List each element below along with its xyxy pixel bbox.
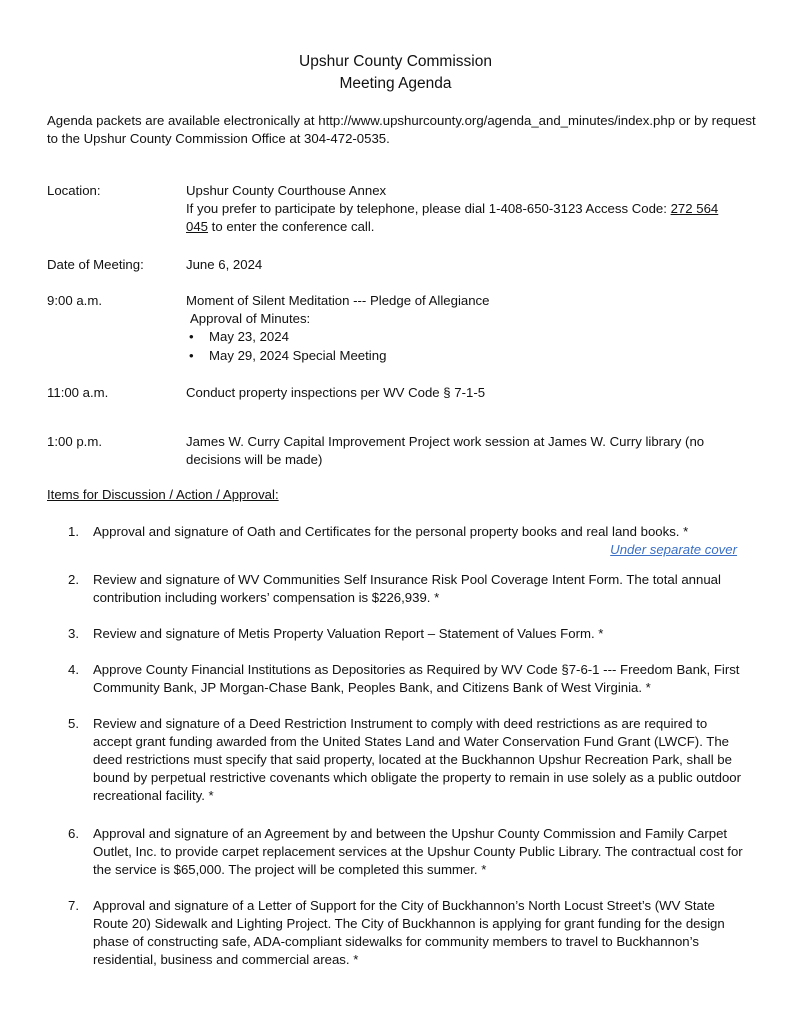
schedule-time-2: 11:00 a.m. xyxy=(47,385,109,400)
item-number: 5. xyxy=(68,716,79,731)
phone-instructions xyxy=(186,200,746,218)
item-text: Review and signature of WV Communities Self Insurance Risk Pool Coverage Intent Form. The total annual contribution including workers’ compensation is $226,939. * xyxy=(93,572,721,605)
schedule-entry-3: James W. Curry Capital Improvement Project work session at James W. Curry library (no decisions will be made) xyxy=(186,434,705,467)
item-number: 4. xyxy=(68,662,79,677)
access-code-part2: 045 xyxy=(186,219,209,234)
date-label: Date of Meeting: xyxy=(47,257,144,272)
schedule-entry-2: Conduct property inspections per WV Code § 7-1-5 xyxy=(186,385,486,400)
item-number: 6. xyxy=(68,826,79,841)
item-text: Approval and signature of an Agreement by and between the Upshur County Commission and Family Carpet Outlet, Inc. to provide carpet replacement services at the Upshur County Public Library. The contractual cost for the service is $65,000. The project will be completed this summer. * xyxy=(93,826,743,877)
document-title: Upshur County Commission xyxy=(299,53,492,70)
list-item: • May 23, 2024 xyxy=(186,327,386,346)
item-text: Approve County Financial Institutions as Depositories as Required by WV Code §7-6-1 --- Freedom Bank, First Community Bank, JP Morgan-Chase Bank, Peoples Bank, and Citizens Bank of West Virginia. * xyxy=(93,662,740,695)
list-item xyxy=(68,897,744,969)
schedule-time-3: 1:00 p.m. xyxy=(47,434,102,449)
phone-instructions-cont xyxy=(186,218,746,236)
intro-paragraph: Agenda packets are available electronically at http://www.upshurcounty.org/agenda_and_minutes/index.php or by request to the Upshur County Commission Office at 304-472-0535. xyxy=(47,113,756,146)
minutes-list xyxy=(186,327,386,365)
item-text: Approval and signature of Oath and Certificates for the personal property books and real land books. * xyxy=(93,524,689,539)
item-text: Review and signature of Metis Property Valuation Report – Statement of Values Form. * xyxy=(93,626,604,641)
item-text: Review and signature of a Deed Restriction Instrument to comply with deed restrictions as are required to accept grant funding awarded from the United States Land and Water Conservation Fund Grant (LWCF). The deed restrictions must specify that said property, located at the Buckhannon Upshur Recreation Park, shall be bound by perpetual restrictive covenants which obligate the property to remain in use solely as a public outdoor recreational facility. * xyxy=(93,716,742,803)
under-separate-cover-link[interactable]: Under separate cover xyxy=(610,542,737,557)
phone-instructions-text: If you prefer to participate by telephone, please dial 1-408-650-3123 Access Code: xyxy=(186,201,671,216)
list-item: • May 29, 2024 Special Meeting xyxy=(186,346,386,365)
item-number: 7. xyxy=(68,898,79,913)
list-item xyxy=(68,661,744,697)
list-item xyxy=(68,571,744,607)
approval-of-minutes: Approval of Minutes: xyxy=(190,311,311,326)
item-text: Approval and signature of a Letter of Support for the City of Buckhannon’s North Locust Street’s (WV State Route 20) Sidewalk and Lighting Project. The City of Buckhannon is applying for grant funding for the design phase of constructing safe, ADA-compliant sidewalks for community members to travel to Buckhannon’s residential, business and commercial areas. * xyxy=(93,898,725,967)
schedule-time-1: 9:00 a.m. xyxy=(47,293,102,308)
item-number: 1. xyxy=(68,524,79,539)
list-item xyxy=(68,523,744,541)
date-value: June 6, 2024 xyxy=(186,257,263,272)
item-number: 2. xyxy=(68,572,79,587)
schedule-entry-1 xyxy=(186,292,746,328)
location-label: Location: xyxy=(47,183,101,198)
meditation-pledge: Moment of Silent Meditation --- Pledge of Allegiance xyxy=(186,293,490,308)
item-number: 3. xyxy=(68,626,79,641)
access-code-part1: 272 564 xyxy=(670,201,719,216)
document-subtitle: Meeting Agenda xyxy=(339,75,452,92)
location-details xyxy=(186,182,746,236)
location-name: Upshur County Courthouse Annex xyxy=(186,183,387,198)
list-item xyxy=(68,825,744,879)
list-item xyxy=(68,715,744,805)
list-item xyxy=(68,625,744,643)
items-heading: Items for Discussion / Action / Approval: xyxy=(47,487,279,502)
phone-instructions-suffix: to enter the conference call. xyxy=(208,219,375,234)
